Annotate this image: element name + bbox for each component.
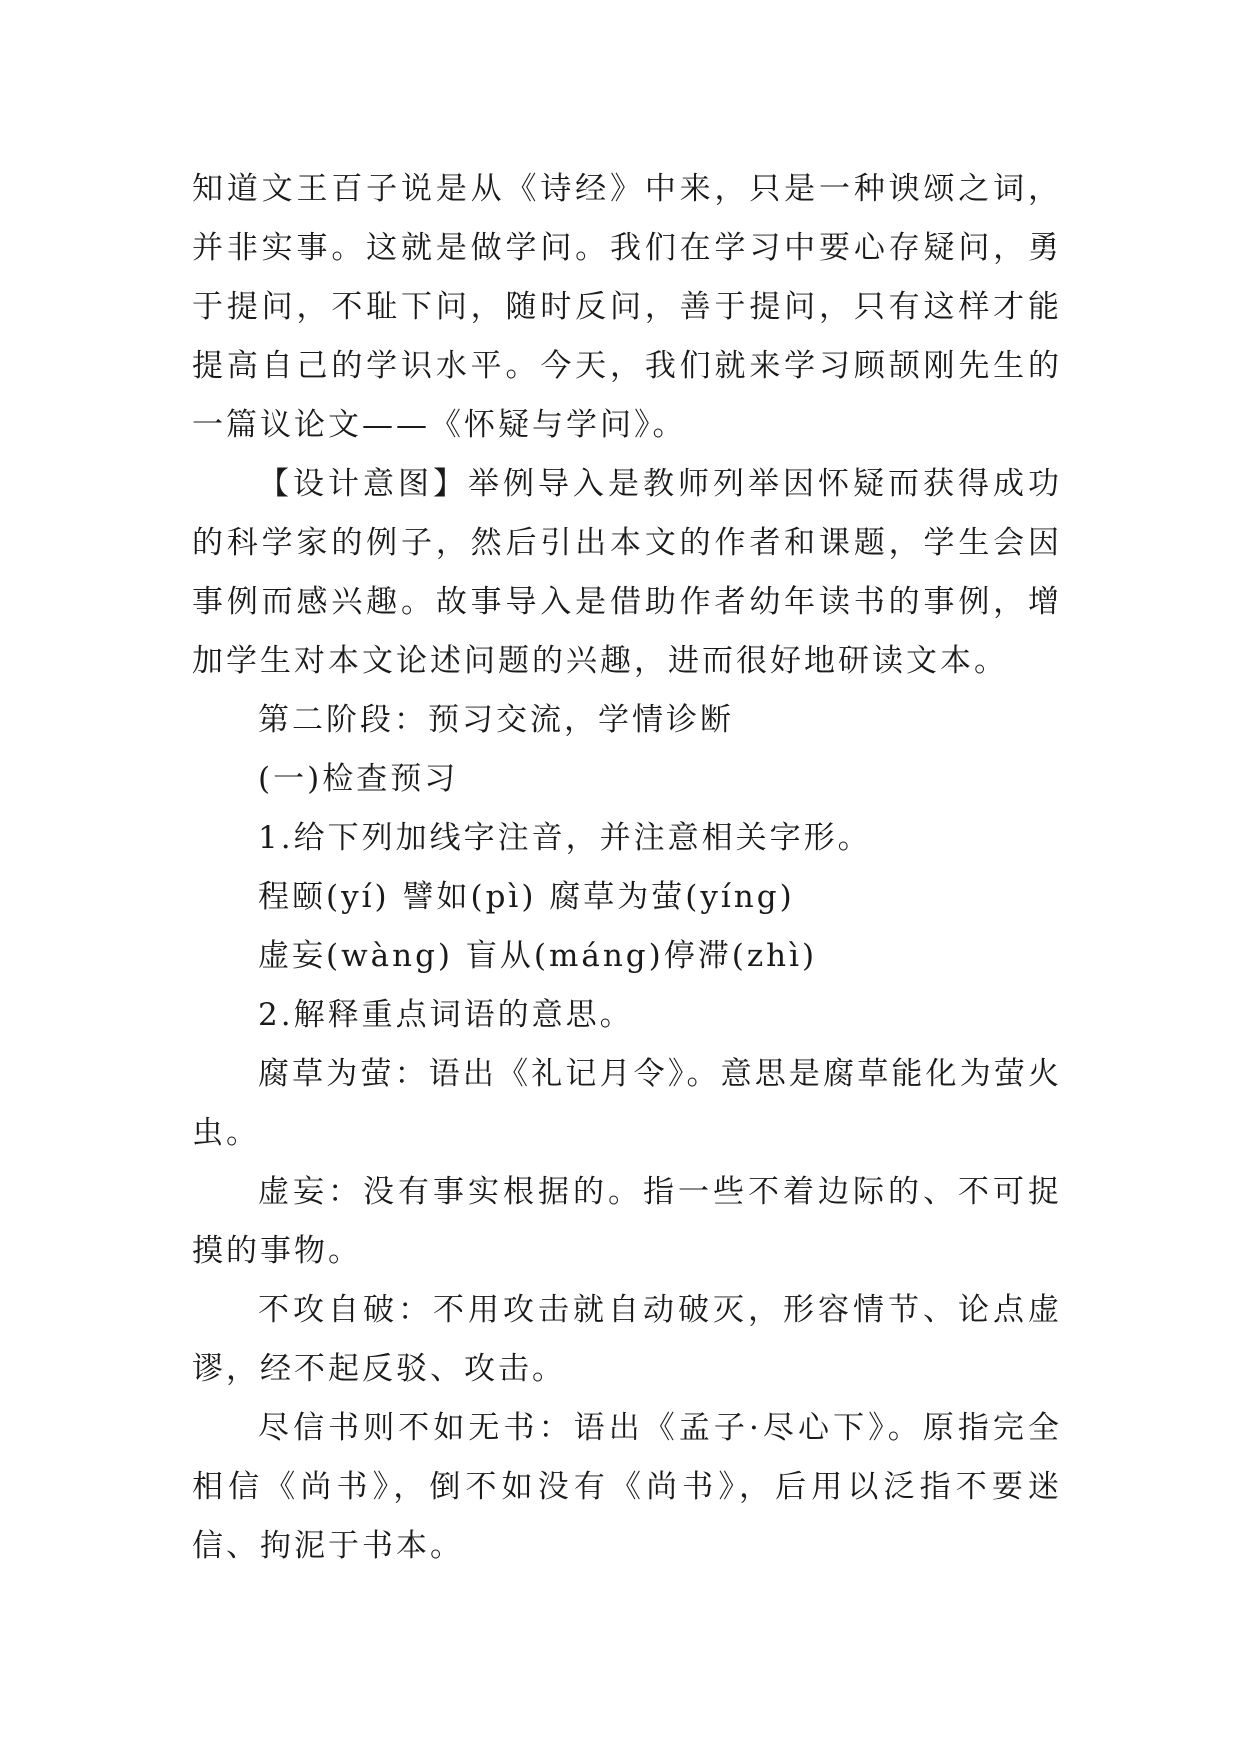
exercise-item-2: 2.解释重点词语的意思。 — [258, 997, 634, 1033]
document-body — [192, 160, 1062, 1576]
pinyin-line-1: 程颐(yí) 譬如(pì) 腐草为萤(yíng) — [258, 879, 795, 915]
subsection-heading-check-preview: (一)检查预习 — [258, 761, 459, 797]
pinyin-line-2: 虚妄(wàng) 盲从(máng)停滞(zhì) — [258, 938, 818, 974]
exercise-item-1: 1.给下列加线字注音，并注意相关字形。 — [258, 820, 872, 856]
section-heading-stage-two: 第二阶段：预习交流，学情诊断 — [258, 702, 734, 738]
definition-bugong-zipo: 不攻自破：不用攻击就自动破灭，形容情节、论点虚谬，经不起反驳、攻击。 — [192, 1292, 1062, 1387]
paragraph-intro-continued: 知道文王百子说是从《诗经》中来，只是一种谀颂之词，并非实事。这就是做学问。我们在学习中要心存疑问，勇于提问，不耻下问，随时反问，善于提问，只有这样才能提高自己的学识水平。今天，我们就来学习顾颉刚先生的一篇议论文——《怀疑与学问》。 — [192, 171, 1062, 443]
definition-jinxinshu: 尽信书则不如无书：语出《孟子·尽心下》。原指完全相信《尚书》，倒不如没有《尚书》，后用以泛指不要迷信、拘泥于书本。 — [192, 1410, 1062, 1564]
definition-xuwang: 虚妄：没有事实根据的。指一些不着边际的、不可捉摸的事物。 — [192, 1174, 1062, 1269]
definition-fucao-weiying: 腐草为萤：语出《礼记月令》。意思是腐草能化为萤火虫。 — [192, 1056, 1062, 1151]
paragraph-design-intent: 【设计意图】举例导入是教师列举因怀疑而获得成功的科学家的例子，然后引出本文的作者和课题，学生会因事例而感兴趣。故事导入是借助作者幼年读书的事例，增加学生对本文论述问题的兴趣，进而很好地研读文本。 — [192, 466, 1062, 679]
